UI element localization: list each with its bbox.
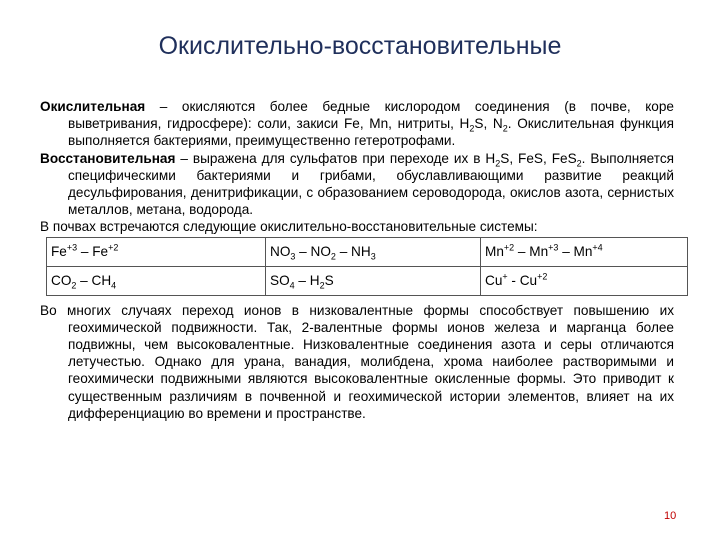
reductive-paragraph (40, 150, 674, 219)
sub: 2 (502, 123, 508, 134)
table-cell (481, 266, 688, 295)
sub: 2 (330, 251, 336, 262)
table-cell (47, 266, 266, 295)
formula-part: – NO (295, 244, 331, 260)
formula-part: SO (270, 273, 290, 289)
sup: + (502, 271, 508, 282)
formula-part: S (324, 273, 334, 289)
systems-intro: В почвах встречаются следующие окислительно-восстановительные системы: (40, 219, 538, 235)
formula-part: NO (270, 244, 291, 260)
sub: 2 (495, 158, 501, 169)
sub: 2 (576, 158, 582, 169)
formula-part: – H (294, 273, 320, 289)
formula-part: – Mn (558, 244, 593, 260)
table-row (47, 266, 688, 295)
sup: +2 (537, 271, 548, 282)
sub: 2 (71, 280, 77, 291)
sub: 4 (111, 280, 117, 291)
slide-content (40, 98, 674, 422)
formula-part: Mn (485, 244, 504, 260)
oxidative-text-a: – окисляются более бедные кислородом соединения (в почве, коре выветривания, гидросфере): соли, закиси Fe, Mn, нитриты, H (68, 99, 674, 132)
formula-part: – Mn (514, 244, 549, 260)
oxidative-term: Окислительная (40, 99, 146, 114)
page-number: 10 (664, 510, 677, 522)
reductive-text-c: . Выполняется специфическими бактериями и грибами, обуславливающими развитие реакций десульфирования, денитрификации, с образованием сероводорода, окислов азота, сернистых металлов, метана, водорода. (68, 150, 674, 218)
formula-part: Cu (485, 273, 503, 289)
mobility-paragraph: Во многих случаях переход ионов в низковалентные формы способствует повышению их геохимической подвижности. Так, 2-валентные формы ионов железа и марганца более подвижны, чем высоковалентные. Низковалентные соединения азота и серы отличаются летучестью. Однако для урана, ванадия, молибдена, хрома наиболее растворимыми и геохимически подвижными являются высоковалентные окисленные формы. Это приводит к существенным различиям в почвенной и геохимической истории элементов, влияет на их дифференциацию во времени и пространстве. (40, 302, 674, 421)
sub: 3 (370, 251, 376, 262)
sup: +4 (592, 242, 603, 253)
formula-part: – CH (76, 273, 112, 289)
sup: +3 (548, 242, 559, 253)
sup: +3 (66, 242, 78, 253)
table-cell (481, 237, 688, 266)
oxidative-text-b: S, N (474, 116, 503, 132)
formula-part: - Cu (507, 273, 538, 289)
sub: 2 (319, 280, 325, 291)
formula-part: CO (51, 273, 72, 289)
sub: 2 (469, 123, 475, 134)
sup: +2 (503, 242, 515, 253)
table-row (47, 237, 688, 266)
reductive-text-b: S, FeS, FeS (500, 150, 577, 166)
slide-title: Окислительно-восстановительные (158, 32, 562, 60)
table-cell (266, 266, 481, 295)
redox-systems-table (46, 237, 688, 296)
table-cell (266, 237, 481, 266)
formula-part: – Fe (77, 244, 109, 260)
sub: 4 (289, 280, 295, 291)
sub: 3 (290, 251, 296, 262)
oxidative-text-c: . Окислительная функция выполняется бактериями, преимущественно гетеротрофами. (68, 116, 674, 149)
reductive-text-a: – выражена для сульфатов при переходе их в H (175, 150, 496, 166)
sup: +2 (108, 242, 119, 253)
table-cell (47, 237, 266, 266)
formula-part: Fe (51, 244, 67, 260)
reductive-term: Восстановительная (40, 150, 176, 166)
oxidative-paragraph (40, 98, 674, 150)
formula-part: – NH (335, 244, 371, 260)
